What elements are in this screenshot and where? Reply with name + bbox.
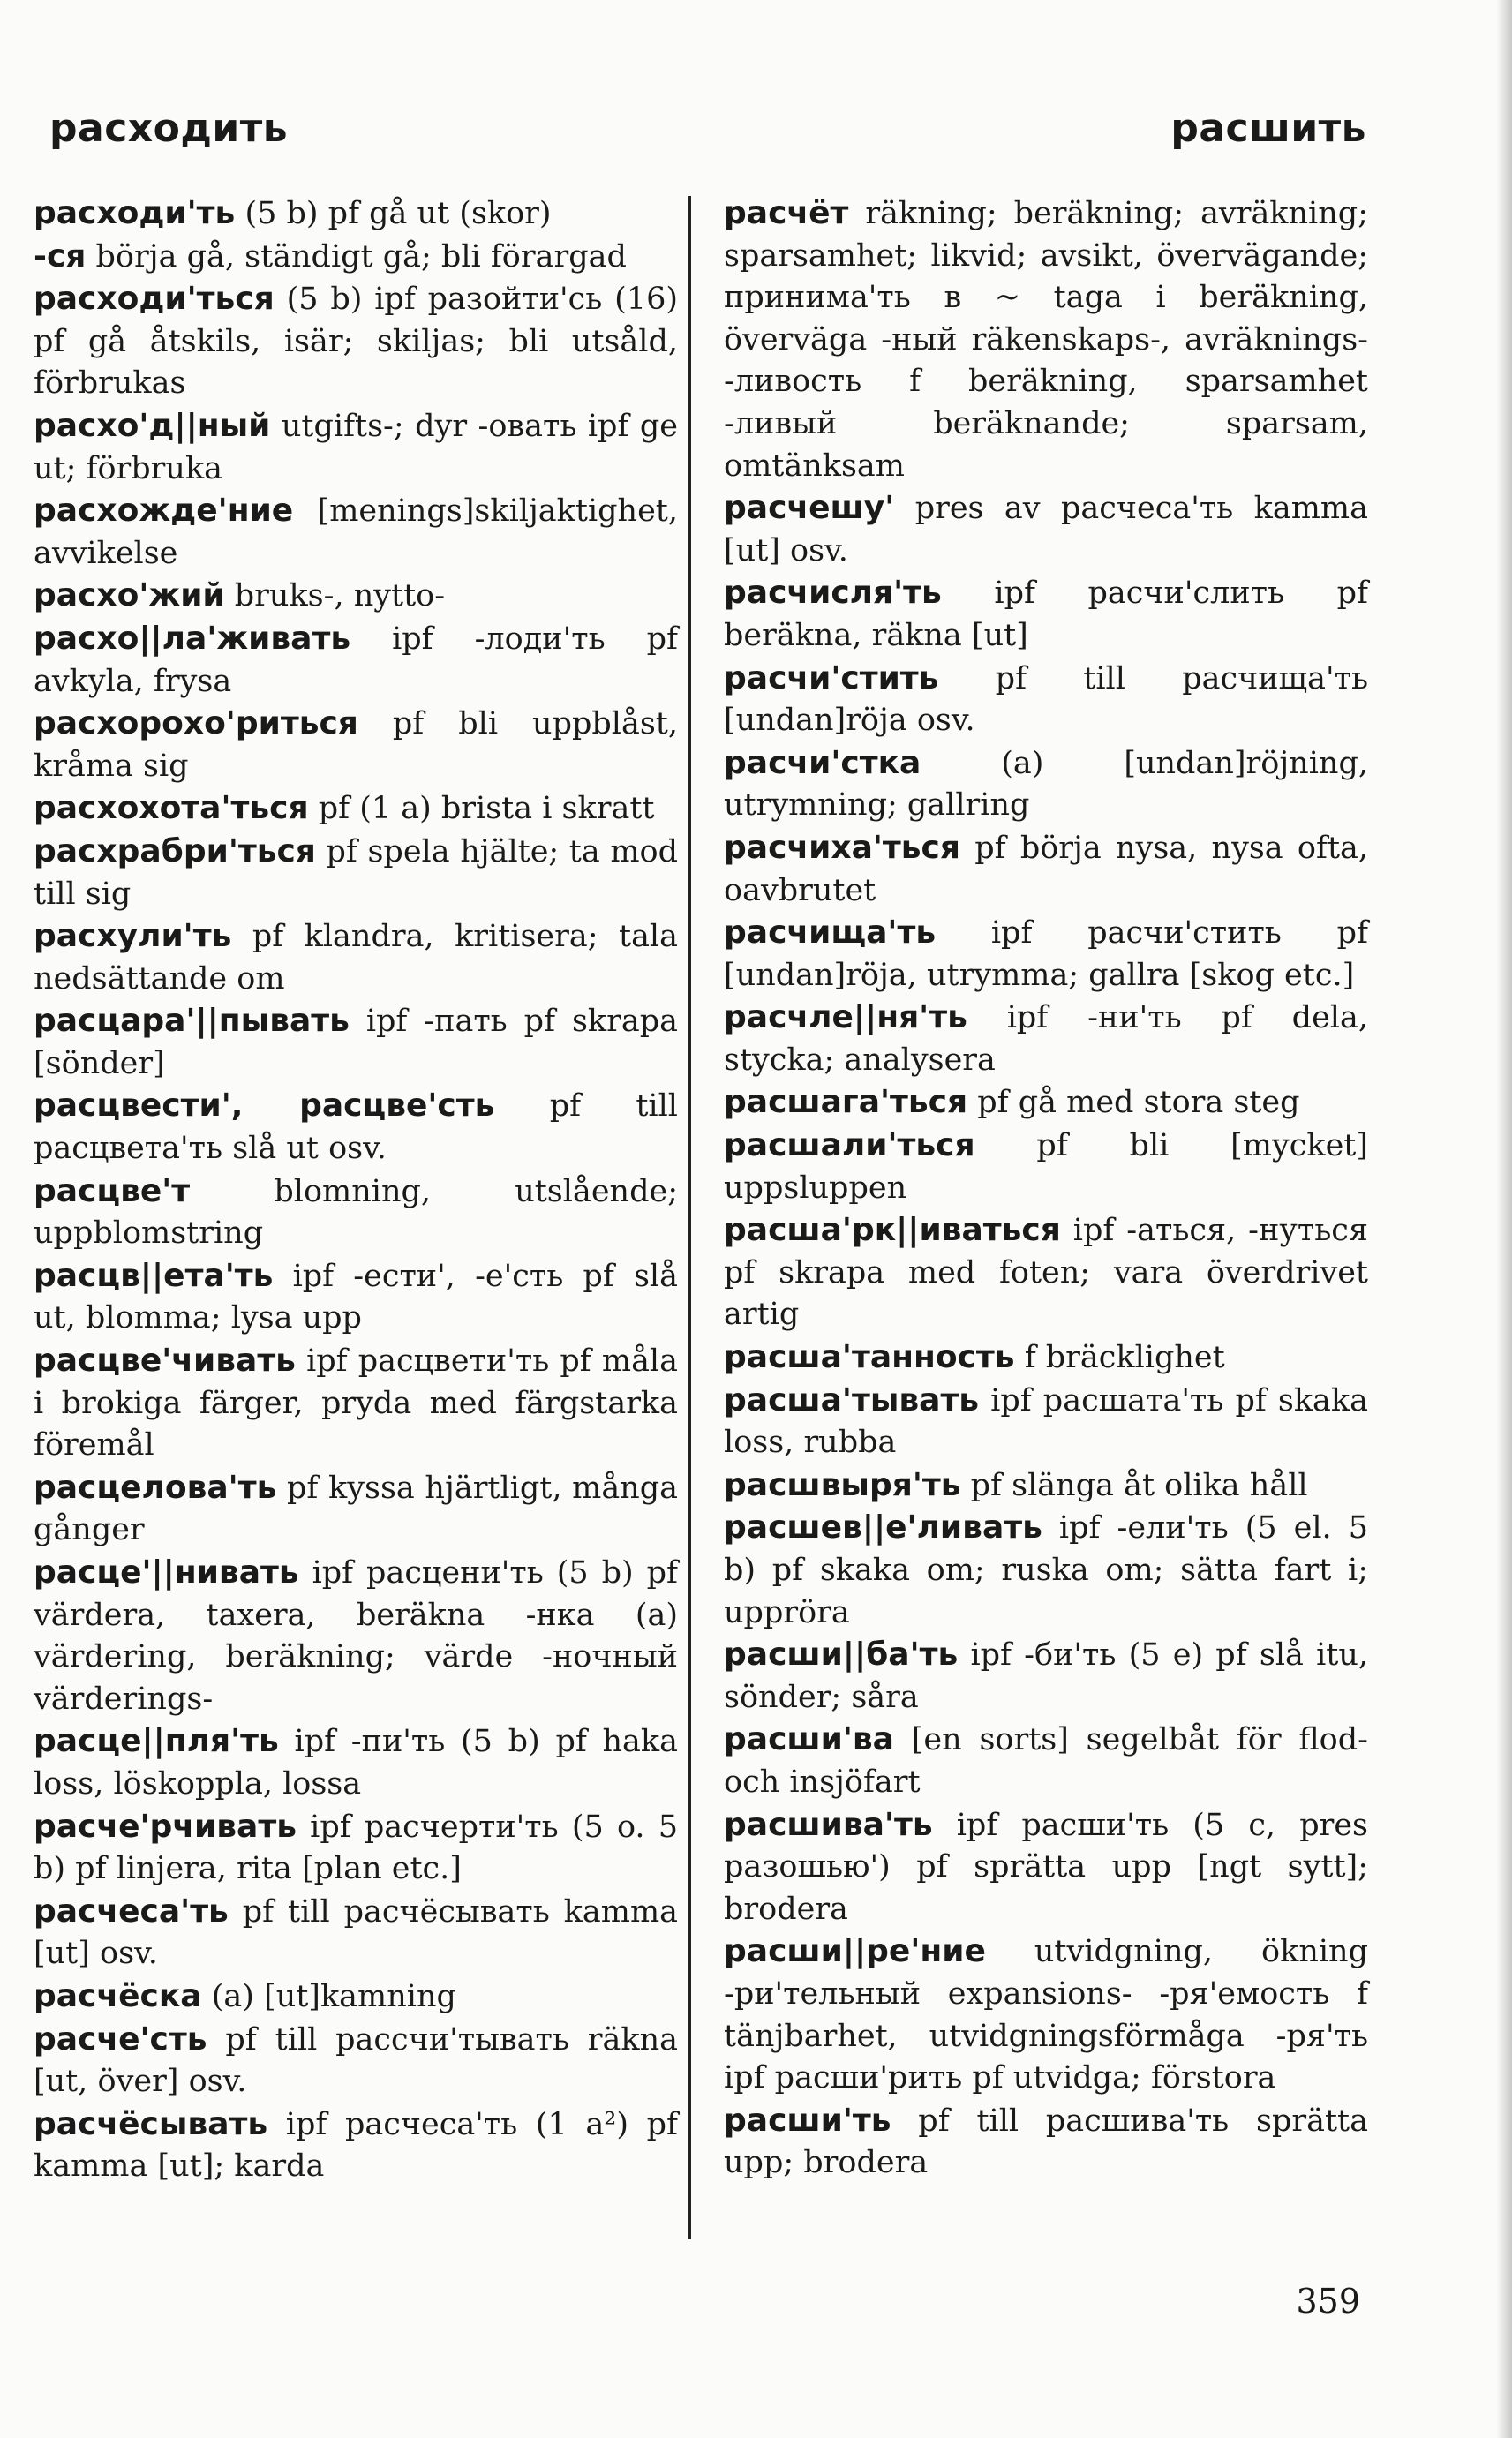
dictionary-entry (724, 1930, 1368, 2099)
definition: ipf расчеса'ть (1 a²) pf kamma [ut]; karda (34, 2106, 678, 2185)
dictionary-entry (34, 1467, 678, 1552)
headword: расша'танность (724, 1339, 1015, 1376)
headword: расцве'т (34, 1172, 191, 1209)
headword: расче'сть (34, 2020, 207, 2058)
dictionary-entry (34, 1170, 678, 1255)
headword: расша'рк||иваться (724, 1212, 1061, 1249)
dictionary-entry (724, 1507, 1368, 1634)
headword: расчисля'ть (724, 575, 942, 612)
dictionary-entry (34, 787, 678, 831)
definition: (5 b) pf gå ut (skor) (235, 196, 552, 231)
headword: расхули'ть (34, 918, 232, 955)
headword: расши||ба'ть (724, 1637, 959, 1674)
dictionary-entry (724, 1464, 1368, 1508)
definition: börja gå, ständigt gå; bli förargad (86, 238, 627, 275)
definition: ipf -пи'ть (5 b) pf haka loss, löskoppla, lossa (34, 1724, 678, 1802)
definition: utvidgning, ökning -ри'тельный expansions- -ря'емость f tänjbarhet, utvidgningsförmåga -ря'ть ipf расши'рить pf utvidga; förstora (724, 1934, 1368, 2096)
definition: ipf расчерти'ть (5 o. 5 b) pf linjera, rita [plan etc.] (34, 1809, 678, 1887)
definition: bruks-, nytto- (224, 578, 446, 614)
definition: pf bli uppblåst, kråma sig (34, 706, 678, 784)
definition: ipf -ни'ть pf dela, stycka; analysera (724, 1000, 1368, 1078)
dictionary-entry (34, 1720, 678, 1805)
dictionary-entry (34, 1552, 678, 1720)
headword: расшага'ться (724, 1084, 968, 1121)
dictionary-entry (34, 1891, 678, 1975)
definition: ipf расчи'слить pf beräkna, räkna [ut] (724, 576, 1368, 653)
dictionary-entry (34, 1085, 678, 1170)
dictionary-entry (34, 618, 678, 703)
headword: расхожде'ние (34, 493, 294, 530)
definition: pf klandra, kritisera; tala nedsättande om (34, 919, 678, 997)
headword: расчёт (724, 195, 849, 231)
headword: расчёска (34, 1977, 202, 2014)
definition: pf till расшива'ть sprätta upp; brodera (724, 2103, 1368, 2181)
headword: расходи'ться (34, 281, 275, 318)
dictionary-entry (34, 1255, 678, 1340)
definition: pf kyssa hjärtligt, många gånger (34, 1470, 678, 1548)
right-column (724, 192, 1368, 2185)
dictionary-entry (724, 912, 1368, 997)
dictionary-entry (34, 1000, 678, 1085)
dictionary-entry (34, 1340, 678, 1467)
definition: f bräcklighet (1014, 1340, 1225, 1376)
dictionary-entry (34, 2103, 678, 2188)
definition: ipf -аться, -нуться pf skrapa med foten; vara överdrivet artig (724, 1213, 1368, 1333)
definition: ipf расши'ть (5 c, pres разошью') pf sprätta upp [ngt sytt]; brodera (724, 1807, 1368, 1927)
dictionary-entry (34, 278, 678, 405)
headword: расчёсывать (34, 2105, 268, 2142)
page-edge (1496, 0, 1512, 2438)
definition: ipf -ести', -е'сть pf slå ut, blomma; lysa upp (34, 1258, 678, 1336)
definition: ipf расцени'ть (5 b) pf värdera, taxera, beräkna -нка (a) värdering, beräkning; värde -ночный värderings- (34, 1555, 678, 1717)
dictionary-entry (34, 831, 678, 915)
headword: расшива'ть (724, 1806, 933, 1843)
definition: (5 b) ipf разойти'сь (16) pf gå åtskils, isär; skiljas; bli utsåld, förbrukas (34, 282, 678, 402)
headword: расчи'стка (724, 744, 921, 781)
headword: расши'ва (724, 1721, 894, 1758)
headword: расхо'жий (34, 577, 225, 614)
definition: pf (1 a) brista i skratt (308, 791, 655, 827)
dictionary-entry (724, 1719, 1368, 1803)
headword: расхо'д||ный (34, 407, 271, 444)
definition: pf gå med stora steg (967, 1085, 1300, 1121)
page-number: 359 (1296, 2282, 1360, 2321)
headword: -ся (34, 237, 87, 275)
definition: ipf расчи'стить pf [undan]röja, utrymma; gallra [skog etc.] (724, 915, 1368, 993)
headword: расцве'чивать (34, 1343, 296, 1380)
dictionary-entry (724, 1380, 1368, 1464)
dictionary-entry (724, 1804, 1368, 1931)
headword: расцелова'ть (34, 1469, 277, 1506)
definition: ipf расшата'ть pf skaka loss, rubba (724, 1382, 1368, 1461)
dictionary-entry (724, 1125, 1368, 1209)
running-head-left: расходить (49, 106, 289, 151)
dictionary-entry (34, 1806, 678, 1891)
dictionary-entry (34, 405, 678, 490)
headword: расцара'||пывать (34, 1003, 350, 1040)
definition: ipf -би'ть (5 e) pf slå itu, sönder; såra (724, 1637, 1368, 1715)
definition: utgifts-; dyr -овать ipf ge ut; förbruka (34, 408, 678, 486)
headword: расчешу' (724, 490, 895, 527)
dictionary-entry (724, 192, 1368, 487)
left-column (34, 192, 678, 2188)
headword: расхохота'ться (34, 790, 309, 827)
dictionary-entry (724, 572, 1368, 657)
definition: blomning, utslående; uppblomstring (34, 1173, 678, 1252)
dictionary-entry (34, 192, 678, 236)
headword: расша'тывать (724, 1381, 980, 1418)
dictionary-entry (34, 703, 678, 787)
headword: расхрабри'ться (34, 832, 316, 869)
headword: расшвыря'ть (724, 1466, 961, 1503)
dictionary-entry (724, 827, 1368, 912)
dictionary-entry (724, 658, 1368, 742)
dictionary-entry (724, 1336, 1368, 1380)
definition: pf bli [mycket] uppsluppen (724, 1128, 1368, 1206)
headword: расши||ре'ние (724, 1933, 986, 1970)
dictionary-entry (34, 915, 678, 1000)
definition: ipf -ели'ть (5 el. 5 b) pf skaka om; ruska om; sätta fart i; uppröra (724, 1510, 1368, 1630)
definition: [en sorts] segelbåt för flod- och insjöfart (724, 1722, 1368, 1800)
dictionary-entry (724, 997, 1368, 1081)
headword: расче'рчивать (34, 1808, 297, 1845)
headword: расце||пля'ть (34, 1723, 279, 1760)
headword: расходи'ть (34, 195, 236, 231)
definition: pf slänga åt olika håll (960, 1467, 1308, 1503)
dictionary-entry (724, 742, 1368, 827)
definition: pf till расчища'ть [undan]röja osv. (724, 660, 1368, 739)
definition: ipf -лоди'ть pf avkyla, frysa (34, 621, 678, 699)
headword: расчеса'ть (34, 1892, 229, 1930)
dictionary-entry (34, 575, 678, 618)
headword: расчища'ть (724, 914, 937, 952)
headword: расцв||ета'ть (34, 1257, 274, 1294)
headword: расшев||е'ливать (724, 1509, 1042, 1546)
definition: ipf -пать pf skrapa [sönder] (34, 1004, 678, 1081)
dictionary-entry (724, 2100, 1368, 2185)
dictionary-entry (724, 1634, 1368, 1719)
headword: расшали'ться (724, 1127, 975, 1164)
headword: расчле||ня'ть (724, 999, 967, 1036)
dictionary-entry (724, 487, 1368, 572)
headword: расхорохо'риться (34, 705, 358, 742)
dictionary-entry (34, 2019, 678, 2103)
headword: расчиха'ться (724, 829, 960, 866)
headword: расчи'стить (724, 659, 939, 696)
definition: pf spela hjälte; ta mod till sig (34, 833, 678, 912)
definition: pf börja nysa, nysa ofta, oavbrutet (724, 830, 1368, 908)
headword: расши'ть (724, 2102, 891, 2139)
dictionary-entry (724, 1209, 1368, 1336)
definition: [menings]skiljaktighet, avvikelse (34, 493, 678, 571)
dictionary-entry (34, 490, 678, 575)
definition: pf till рассчи'тывать räkna [ut, över] osv. (34, 2021, 678, 2100)
definition: pf till расцвета'ть slå ut osv. (34, 1088, 678, 1167)
headword: расцвести', расцве'сть (34, 1087, 495, 1125)
definition: räkning; beräkning; avräkning; sparsamhet; likvid; avsikt, övervägande; принима'ть в ~ taga i beräkning, överväga -ный räkenskaps-, avräknings- -ливость f beräkning, sparsamhet -ливый beräknande; sparsam, omtänksam (724, 196, 1368, 484)
dictionary-entry (34, 1975, 678, 2019)
definition: pres av расчеса'ть kamma [ut] osv. (724, 491, 1368, 568)
headword: расце'||нивать (34, 1554, 299, 1591)
headword: расхо||ла'живать (34, 620, 351, 657)
dictionary-entry (34, 236, 678, 279)
running-head-right: расшить (1170, 106, 1366, 151)
definition: (a) [ut]kamning (201, 1978, 456, 2014)
column-divider (688, 196, 691, 2239)
definition: ipf расцвети'ть pf måla i brokiga färger, pryda med färgstarka föremål (34, 1343, 678, 1464)
definition: pf till расчёсывать kamma [ut] osv. (34, 1893, 678, 1972)
dictionary-entry (724, 1081, 1368, 1125)
definition: (a) [undan]röjning, utrymning; gallring (724, 745, 1368, 824)
